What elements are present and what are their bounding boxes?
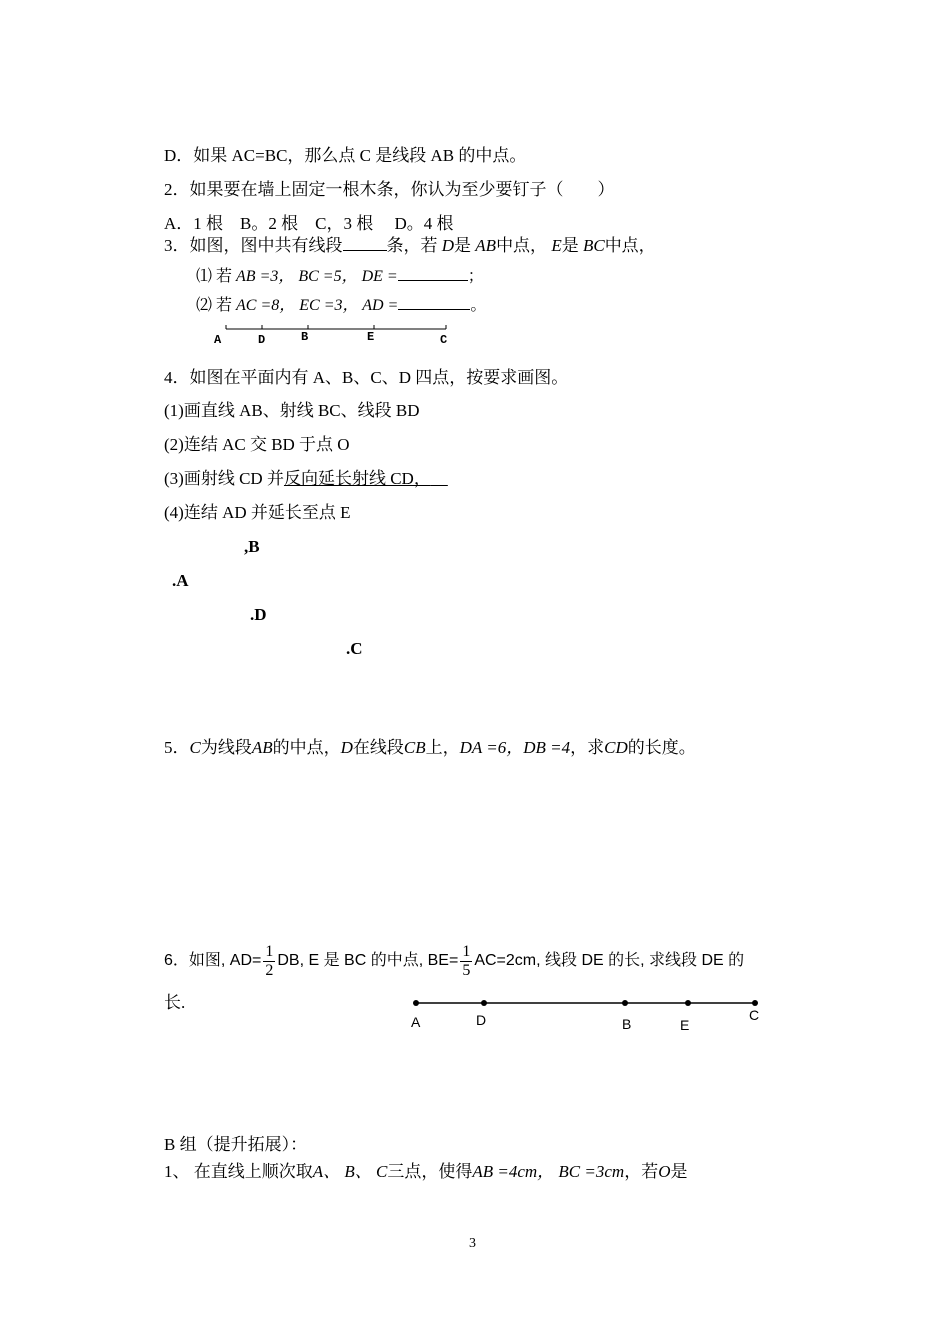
- q5-math: DA =6，: [459, 738, 524, 757]
- q3-math: BC: [582, 236, 605, 255]
- q6-label-a: A: [411, 1014, 421, 1030]
- page-number: 3: [469, 1236, 476, 1251]
- fraction-fifth: [460, 943, 472, 980]
- q3-2-end: 。: [470, 297, 487, 314]
- point-c: .C: [346, 639, 363, 658]
- q3-part: 条，若: [386, 236, 438, 255]
- b1-math: A、 B、 C: [312, 1162, 388, 1181]
- q3-part: 是: [454, 236, 472, 255]
- b1-part: ，若: [624, 1162, 659, 1181]
- question-3-sub-2: [196, 295, 486, 316]
- q5-part: 上，: [425, 738, 460, 757]
- question-6-continuation: 长.: [164, 993, 186, 1012]
- q6-part: AC=2cm, 线段 DE 的长, 求线段 DE 的: [474, 952, 745, 969]
- q3-part: 中点，: [604, 236, 656, 255]
- q3-math: AB: [475, 236, 497, 255]
- q3-1-prefix: ⑴ 若: [196, 268, 233, 285]
- q3-2-blank: [398, 295, 470, 310]
- fraction-numerator: 1: [462, 942, 471, 960]
- q5-part: 在线段: [352, 738, 404, 757]
- q6-label-b: B: [622, 1016, 632, 1032]
- q3-label-c: C: [440, 333, 448, 347]
- q6-label-e: E: [680, 1017, 690, 1033]
- q5-math: DB =4: [523, 738, 571, 757]
- question-4-step-4: (4)连结 AD 并延长至点 E: [164, 503, 351, 522]
- q3-label-e: E: [367, 330, 375, 344]
- q3-part: 3．如图，图中共有线段: [164, 236, 343, 255]
- q3-math: D: [441, 236, 455, 255]
- group-b-question-1: [164, 1162, 687, 1182]
- question-4-step-3: [164, 469, 448, 489]
- q5-part: 的中点，: [272, 738, 341, 757]
- q5-math: C: [189, 738, 201, 757]
- q4-3-prefix: (3)画射线 CD 并: [164, 469, 284, 488]
- point-b: ,B: [244, 537, 260, 556]
- q5-part: 为线段: [200, 738, 252, 757]
- group-b-heading: B 组（提升拓展）：: [164, 1135, 308, 1154]
- q3-label-a: A: [214, 333, 222, 347]
- q3-part: 中点，: [496, 236, 548, 255]
- q5-math: CD: [604, 738, 628, 757]
- q5-math: D: [340, 738, 353, 757]
- b1-math: AB =4cm， BC =3cm: [472, 1162, 625, 1181]
- question-2-options: A．1 根 B。2 根 C，3 根 D。4 根: [164, 214, 454, 233]
- b1-part: 1、 在直线上顺次取: [164, 1162, 313, 1181]
- fraction-denominator: 5: [462, 961, 471, 979]
- question-4-step-1: (1)画直线 AB、射线 BC、线段 BD: [164, 401, 420, 420]
- fraction-denominator: 2: [265, 961, 274, 979]
- segment-diagram-q3: [200, 318, 470, 352]
- q5-part: ，求: [570, 738, 605, 757]
- q5-part: 的长度。: [627, 738, 696, 757]
- q4-3-underlined: 反向延长射线 CD，: [283, 469, 431, 488]
- q3-1-math: AB =3， BC =5， DE =: [236, 268, 398, 285]
- q3-part: 是: [561, 236, 579, 255]
- q3-label-d: D: [258, 333, 266, 347]
- question-4-text: 4．如图在平面内有 A、B、C、D 四点，按要求画图。: [164, 368, 569, 387]
- question-4-step-2: (2)连结 AC 交 BD 于点 O: [164, 435, 350, 454]
- q3-label-b: B: [301, 330, 309, 344]
- b1-part: 三点，使得: [387, 1162, 473, 1181]
- q3-blank: [343, 236, 387, 251]
- question-6-text: [164, 938, 744, 983]
- question-3-text: [164, 236, 656, 256]
- segment-diagram-q6: [410, 996, 765, 1010]
- point-d: .D: [250, 605, 267, 624]
- question-2-text: 2．如果要在墙上固定一根木条，你认为至少要钉子（ ）: [164, 180, 615, 199]
- q5-math: AB: [251, 738, 273, 757]
- question-5-text: [164, 738, 696, 758]
- point-a: .A: [172, 571, 189, 590]
- fraction-half: [263, 943, 275, 980]
- question-3-sub-1: [196, 266, 484, 287]
- b1-math: O: [658, 1162, 671, 1181]
- q3-2-math: AC =8， EC =3， AD =: [236, 297, 399, 314]
- q5-math: CB: [403, 738, 426, 757]
- b1-part: 是: [670, 1162, 688, 1181]
- q3-2-prefix: ⑵ 若: [196, 297, 233, 314]
- q6-part: 6．如图, AD=: [164, 952, 262, 969]
- q5-part: 5．: [164, 738, 190, 757]
- q6-label-d: D: [476, 1012, 487, 1028]
- q6-label-c: C: [749, 1007, 760, 1023]
- q3-1-blank: [398, 266, 468, 281]
- fraction-numerator: 1: [265, 942, 274, 960]
- option-d-text: D．如果 AC=BC，那么点 C 是线段 AB 的中点。: [164, 146, 527, 165]
- q3-1-end: ；: [467, 268, 484, 285]
- q6-part: DB, E 是 BC 的中点, BE=: [277, 952, 459, 969]
- q3-math: E: [551, 236, 562, 255]
